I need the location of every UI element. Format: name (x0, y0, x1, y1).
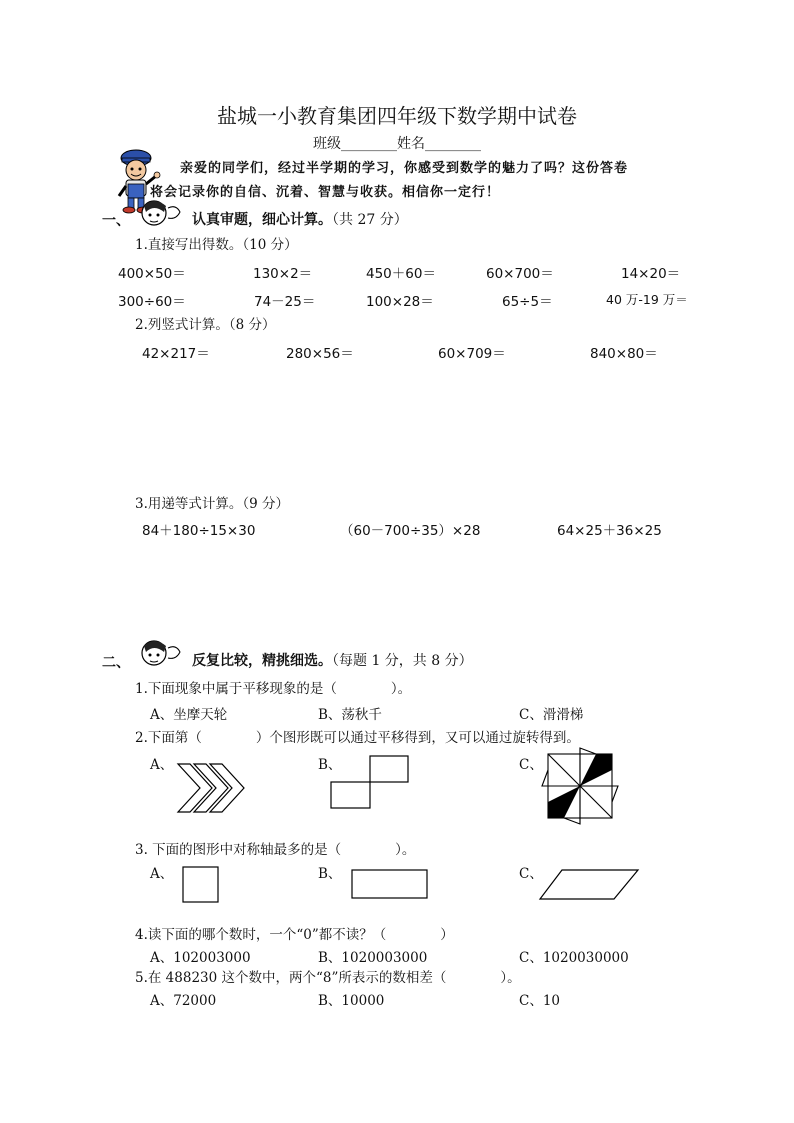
calc-item: 65÷5＝ (502, 294, 553, 310)
class-name-line: 班级________姓名________ (313, 136, 481, 152)
vertical-calc-item: 42×217＝ (142, 346, 210, 362)
option-b: B、 (318, 757, 342, 773)
s2-q3-text: 3. 下面的图形中对称轴最多的是（ ）。 (135, 842, 416, 858)
section1-title: 认真审题，细心计算。 (192, 212, 332, 228)
calc-item: 450＋60＝ (366, 266, 436, 282)
option-b: B、1020003000 (318, 950, 428, 966)
s2-q1-text: 1.下面现象中属于平移现象的是（ ）。 (135, 681, 412, 697)
option-c: C、10 (519, 993, 561, 1009)
parallelogram-figure (538, 868, 640, 902)
option-c: C、滑滑梯 (519, 707, 584, 723)
section1-number: 一、 (102, 213, 130, 229)
chevron-arrows-figure (176, 762, 250, 814)
s1-q3-label: 3.用递等式计算。（9 分） (135, 496, 290, 512)
stepwise-calc-item: 84＋180÷15×30 (142, 523, 256, 539)
calc-item: 300÷60＝ (118, 294, 186, 310)
option-c: C、 (519, 866, 543, 882)
thinking-face-icon (136, 198, 186, 228)
option-a: A、 (150, 866, 174, 882)
stepped-squares-figure (330, 756, 410, 810)
vertical-calc-item: 280×56＝ (286, 346, 354, 362)
intro-line-2: 将会记录你的自信、沉着、智慧与收获。相信你一定行！ (150, 185, 501, 200)
calc-item: 130×2＝ (253, 266, 313, 282)
option-a: A、坐摩天轮 (150, 707, 228, 723)
intro-line-1: 亲爱的同学们，经过半学期的学习，你感受到数学的魅力了吗？这份答卷 (180, 161, 629, 176)
section2-score: （每题 1 分，共 8 分） (332, 653, 473, 669)
page-title: 盐城一小教育集团四年级下数学期中试卷 (217, 104, 577, 128)
stepwise-calc-item: （60－700÷35）×28 (340, 523, 481, 539)
s2-q2-text: 2.下面第（ ）个图形既可以通过平移得到，又可以通过旋转得到。 (135, 730, 580, 746)
calc-item: 40 万-19 万＝ (606, 292, 688, 307)
pinwheel-figure (540, 746, 620, 826)
option-b: B、 (318, 866, 342, 882)
option-a: A、102003000 (150, 950, 251, 966)
section1-score: （共 27 分） (332, 212, 408, 228)
calc-item: 100×28＝ (366, 294, 434, 310)
option-a: A、72000 (150, 993, 217, 1009)
vertical-calc-item: 60×709＝ (438, 346, 506, 362)
section2-title: 反复比较，精挑细选。 (192, 653, 332, 669)
option-c: C、1020030000 (519, 950, 629, 966)
option-c: C、 (519, 757, 543, 773)
option-b: B、10000 (318, 993, 385, 1009)
vertical-calc-item: 840×80＝ (590, 346, 658, 362)
s2-q5-text: 5.在 488230 这个数中，两个“8”所表示的数相差（ ）。 (135, 970, 521, 986)
calc-item: 14×20＝ (621, 266, 681, 282)
s1-q2-label: 2.列竖式计算。（8 分） (135, 317, 276, 333)
calc-item: 60×700＝ (486, 266, 554, 282)
option-a: A、 (150, 757, 174, 773)
thinking-face-icon (136, 638, 186, 668)
s2-q4-text: 4.读下面的哪个数时，一个“0”都不读？（ ） (135, 927, 454, 943)
stepwise-calc-item: 64×25＋36×25 (557, 523, 662, 539)
section2-number: 二、 (102, 655, 130, 671)
calc-item: 400×50＝ (118, 266, 186, 282)
rectangle-figure (351, 869, 429, 901)
s1-q1-label: 1.直接写出得数。（10 分） (135, 237, 298, 253)
calc-item: 74－25＝ (254, 294, 316, 310)
option-b: B、荡秋千 (318, 707, 382, 723)
section1-heading (192, 209, 408, 229)
square-figure (182, 866, 220, 904)
section2-heading (192, 650, 473, 670)
